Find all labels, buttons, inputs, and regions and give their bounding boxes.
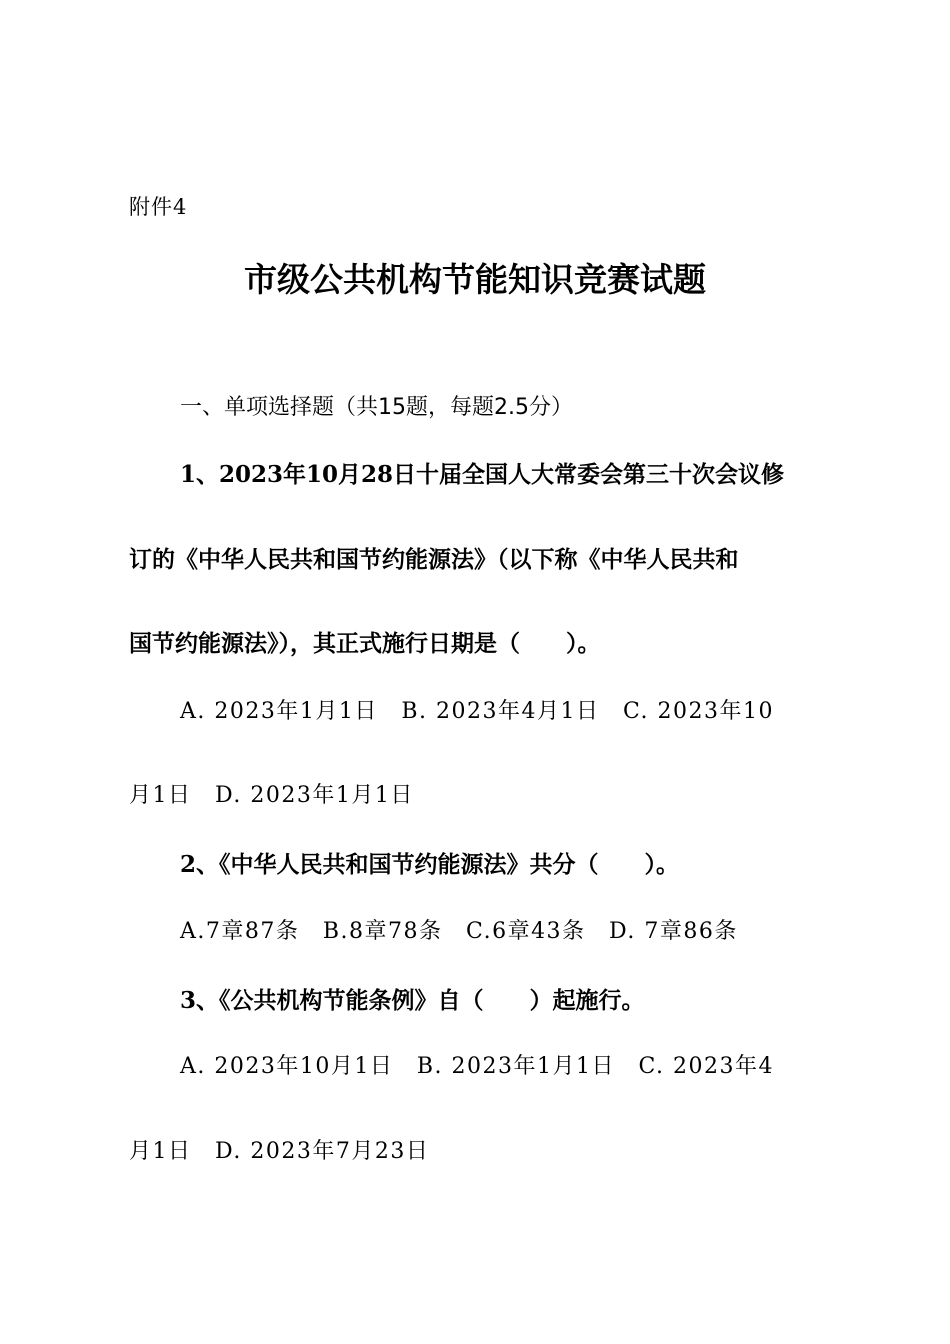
document-title: 市级公共机构节能知识竞赛试题 bbox=[244, 260, 706, 299]
question-3-options-line-1: A. 2023年10月1日 B. 2023年1月1日 C. 2023年4 bbox=[180, 1054, 775, 1079]
question-1-options-line-2: 月1日 D. 2023年1月1日 bbox=[129, 783, 414, 808]
question-1-options-line-1: A. 2023年1月1日 B. 2023年4月1日 C. 2023年10 bbox=[180, 699, 775, 724]
question-3-options-line-2: 月1日 D. 2023年7月23日 bbox=[129, 1139, 430, 1164]
question-1-line-2: 订的《中华人民共和国节约能源法》（以下称《中华人民共和 bbox=[129, 546, 739, 573]
attachment-label: 附件4 bbox=[129, 195, 188, 219]
question-3-line-1: 3、《公共机构节能条例》自（ ）起施行。 bbox=[180, 987, 645, 1014]
question-2-options-line-1: A.7章87条 B.8章78条 C.6章43条 D. 7章86条 bbox=[180, 919, 738, 944]
section-heading: 一、单项选择题（共15题，每题2.5分） bbox=[180, 395, 573, 420]
question-1-line-3: 国节约能源法》），其正式施行日期是（ ）。 bbox=[129, 630, 601, 657]
question-1-line-1: 1、2023年10月28日十届全国人大常委会第三十次会议修 bbox=[180, 461, 785, 488]
question-2-line-1: 2、《中华人民共和国节约能源法》共分（ ）。 bbox=[180, 851, 680, 878]
